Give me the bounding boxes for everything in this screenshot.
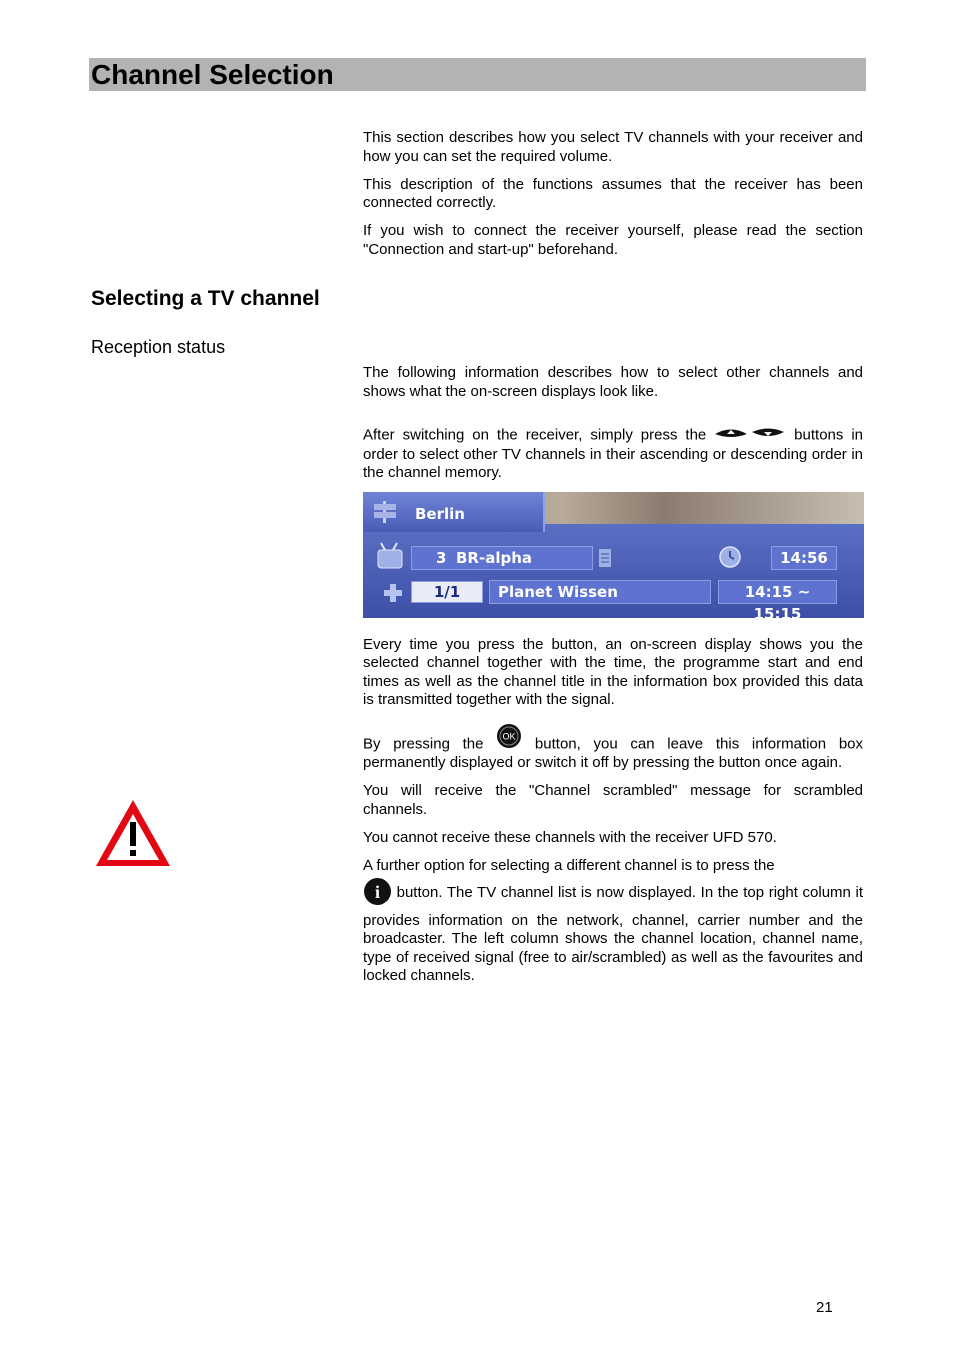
list-icon (598, 548, 612, 573)
paragraph-cannot-receive: You cannot receive these channels with the receiver UFD 570. (363, 828, 777, 846)
osd-location: Berlin (415, 504, 465, 523)
plus-icon (383, 583, 403, 608)
paragraph-ok-start: By pressing the (363, 735, 484, 753)
on-screen-display-image (363, 492, 864, 618)
osd-channel-field (411, 546, 593, 570)
osd-programme-field (489, 580, 711, 604)
paragraph-ok-button (363, 731, 864, 773)
tv-icon (375, 542, 405, 575)
osd-location-tab (363, 492, 545, 532)
title-bar (89, 58, 866, 91)
paragraph-channel-list-end: button. The TV channel list is now displayed. In the top right column it provides information on the network, channel, carrier number and the broadcaster. The left column shows the channel location, channel name, type of received signal (free to air/scrambled) as well as the favourites and locked channels. (363, 884, 863, 984)
ok-label: OK (502, 731, 516, 741)
body-column (363, 364, 863, 986)
paragraph-switching (363, 426, 863, 483)
page-number: 21 (816, 1299, 833, 1316)
warning-triangle-icon (93, 797, 173, 874)
paragraph-ok-end: button, you can leave this information box permanently displayed or switch it off by pressing the button once again. (363, 735, 864, 771)
channel-up-down-buttons-icon (714, 426, 786, 446)
osd-page: 1/1 (411, 581, 483, 603)
osd-programme-time: 14:15 ~ 15:15 (718, 580, 837, 604)
page-title: Channel Selection (91, 59, 334, 90)
intro-paragraph-3: If you wish to connect the receiver yourself, please read the section "Connection and start-up" beforehand. (363, 222, 863, 258)
intro-column (363, 129, 863, 259)
info-label: i (374, 882, 381, 902)
osd-channel-name: BR-alpha (456, 548, 533, 567)
section-subheading: Reception status (91, 337, 226, 357)
paragraph-scrambled: You will receive the "Channel scrambled" message for scrambled channels. (363, 782, 863, 818)
osd-channel-number: 3 (436, 548, 447, 567)
intro-paragraph-2: This description of the functions assumes that the receiver has been connected correctly. (363, 175, 863, 211)
osd-programme: Planet Wissen (498, 582, 618, 601)
osd-time: 14:56 (771, 546, 837, 570)
paragraph-on-screen-display: Every time you press the button, an on-screen display shows you the selected channel together with the time, the programme start and end times as well as the channel title in the information box provided this data is transmitted together with the signal. (363, 635, 863, 708)
section-heading: Selecting a TV channel (91, 287, 320, 310)
paragraph-switching-start: After switching on the receiver, simply press the (363, 426, 707, 444)
paragraph-channel-list (363, 857, 863, 986)
paragraph-channel-list-start: A further option for selecting a different channel is to press the (363, 856, 775, 874)
ok-button-icon (496, 723, 522, 755)
clock-icon (718, 545, 742, 574)
info-button-icon (363, 877, 392, 912)
paragraph-switching-end: buttons in order to select other TV channels in their ascending or descending order in the channel memory. (363, 426, 863, 481)
signpost-icon (371, 500, 399, 529)
paragraph-channel-info: The following information describes how to select other channels and shows what the on-screen displays look like. (363, 364, 863, 400)
intro-paragraph-1: This section describes how you select TV channels with your receiver and how you can set the required volume. (363, 129, 863, 165)
